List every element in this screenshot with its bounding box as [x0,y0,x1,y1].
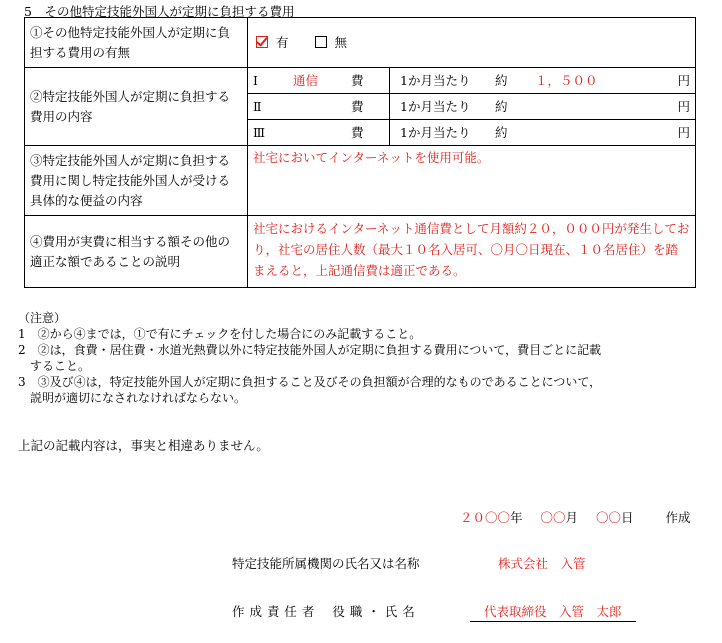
declaration: 上記の記載内容は，事実と相違ありません。 [18,438,269,453]
row-yen: 円 [677,72,690,88]
note-item: 2 ②は，食費・居住費・水道光熱費以外に特定技能外国人が定期に負担する費用について，費目ごとに記載 [18,343,602,357]
row-per: 1か月当たり [400,98,471,114]
author-label: 作 成 責 任 者 役 職 ・ 氏 名 [232,604,416,619]
row-yaku: 約 [495,98,508,114]
row-hi: 費 [351,124,364,140]
notes [18,310,601,406]
notes-heading: （注意） [18,311,67,325]
row-per: 1か月当たり [400,72,471,88]
cost-row-1 [248,68,695,94]
q3-label: ③特定技能外国人が定期に負担する費用に関し特定技能外国人が受ける具体的な便益の内容 [25,146,248,216]
row-per: 1か月当たり [400,124,471,140]
note-item: 1 ②から④までは，①で有にチェックを付した場合にのみ記載すること。 [18,327,422,341]
q4-label: ④費用が実費に相当する額その他の適正な額であることの説明 [25,216,248,288]
section-title: 5 その他特定技能外国人が定期に負担する費用 [24,4,295,19]
date-suffix: 作成 [665,510,691,525]
q3-answer[interactable]: 社宅においてインターネットを使用可能。 [248,146,696,216]
row-yaku: 約 [495,124,508,140]
cost-row-3 [248,120,695,145]
row-item[interactable]: 通信 [293,72,319,88]
q1-label: ①その他特定技能外国人が定期に負担する費用の有無 [25,18,248,68]
row-num: Ⅰ [253,72,258,88]
row-hi: 費 [351,98,364,114]
no-checkbox[interactable] [315,36,327,48]
date-day[interactable]: 〇〇 [596,510,622,525]
yes-label: 有 [276,34,289,50]
date-month[interactable]: 〇〇 [540,510,566,525]
q2-rows [248,68,696,146]
author-value: 代表取締役 入管 太郎 [470,602,636,622]
row-amount[interactable]: １，５００ [535,72,598,88]
note-item: 3 ③及び④は，特定技能外国人が定期に負担すること及びその負担額が合理的なものであることについて， [18,375,602,389]
row-hi: 費 [351,72,364,88]
row-yaku: 約 [495,72,508,88]
no-label: 無 [334,34,348,50]
month-unit: 月 [565,510,579,525]
row-num: Ⅱ [253,98,262,114]
q1-answer [248,18,696,68]
note-item: 説明が適切になされなければならない。 [18,391,247,405]
yes-checkbox[interactable] [256,36,268,48]
org-value[interactable]: 株式会社 入管 [498,556,586,571]
year-unit: 年 [510,510,523,525]
note-item: すること。 [18,359,91,373]
q2-label: ②特定技能外国人が定期に負担する費用の内容 [25,68,248,146]
day-unit: 日 [621,510,634,525]
date-line [460,508,691,526]
cost-table [24,17,696,288]
date-year[interactable]: ２０〇〇 [460,510,511,525]
row-yen: 円 [677,98,690,114]
row-yen: 円 [677,124,690,140]
cost-row-2 [248,94,695,120]
author-field[interactable] [470,602,636,622]
row-num: Ⅲ [253,124,266,140]
org-label: 特定技能所属機関の氏名又は名称 [232,556,420,571]
q4-answer[interactable]: 社宅におけるインターネット通信費として月額約２０，０００円が発生しており，社宅の居住人数（最大１０名入居可、〇月〇日現在、１０名居住）を踏まえると，上記通信費は適正である。 [248,216,696,288]
